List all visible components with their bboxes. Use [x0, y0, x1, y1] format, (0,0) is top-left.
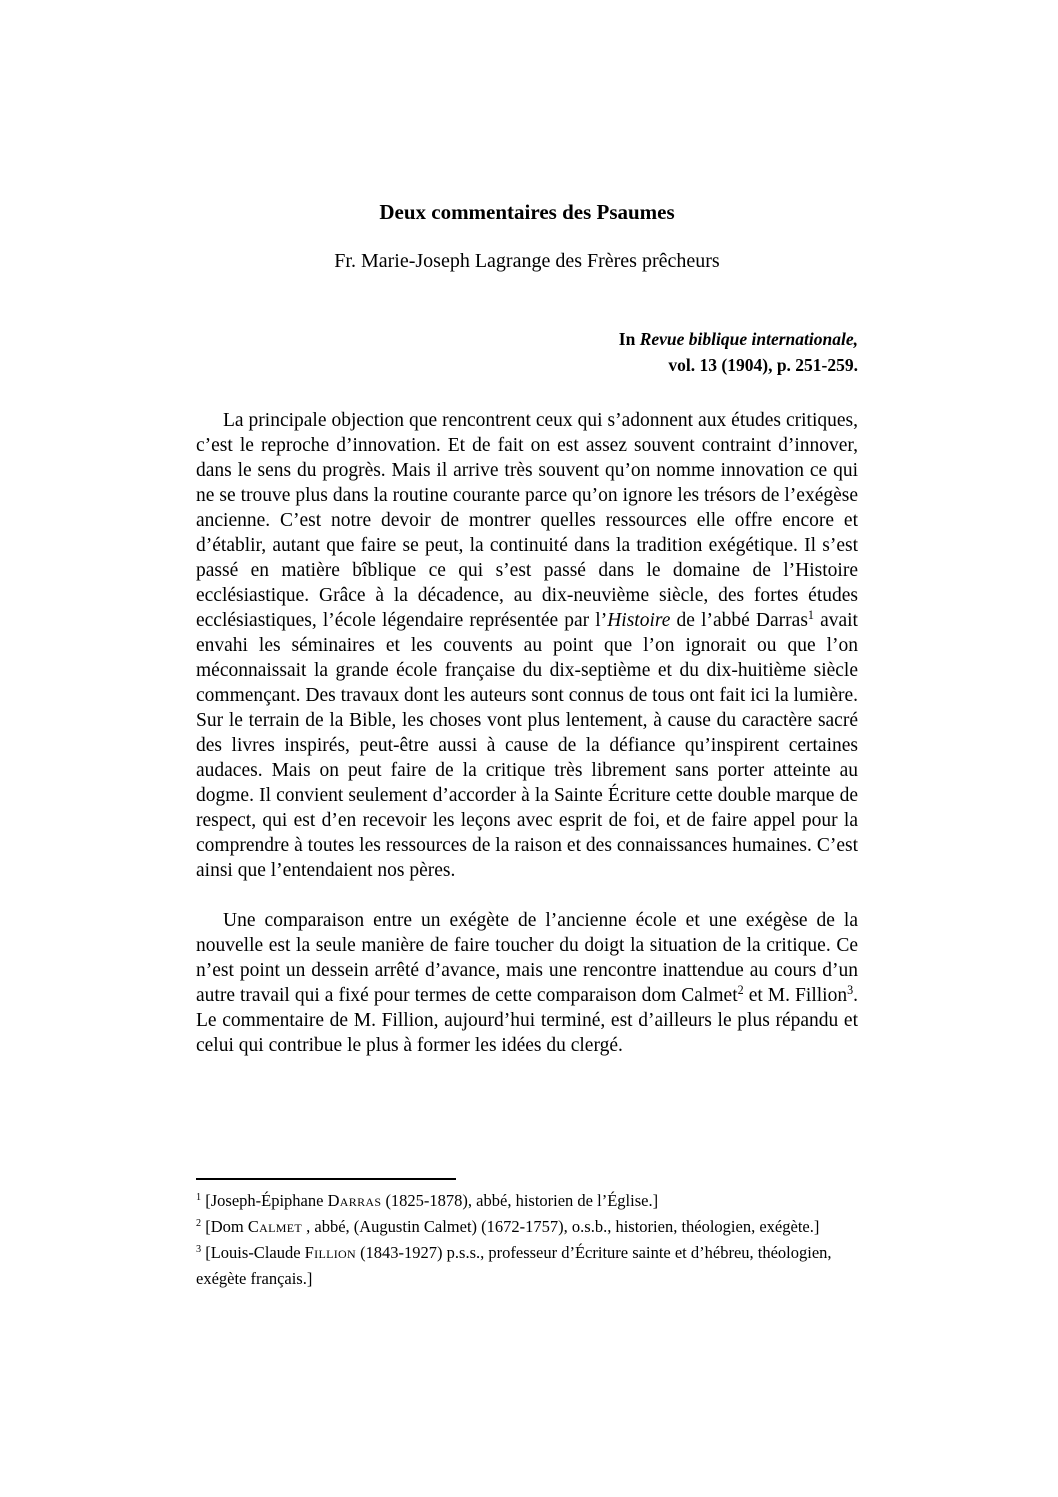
footnote-3-text-a: [Louis-Claude [201, 1243, 305, 1262]
italic-histoire-title: Histoire [607, 610, 671, 631]
footnote-2 [196, 1214, 841, 1240]
footnote-1 [196, 1188, 841, 1214]
footnote-3-text-b: (1843-1927) p.s.s., professeur d’Écriture sainte et d’hébreu, théologien, exégète français.] [196, 1243, 832, 1288]
footnote-1-text-b: (1825-1878), abbé, historien de l’Église.] [381, 1191, 659, 1210]
paragraph-1-text-c: avait envahi les séminaires et les couvents au point que l’on ignorait ou que l’on méconnaissait la grande école française du dix-septième et du dix-huitième siècle commençant. Des travaux dont les auteurs sont connus de tous ont fait ici la lumière. Sur le terrain de la Bible, les choses vont plus lentement, à cause du caractère sacré des livres inspirés, peut-être aussi à cause de la défiance qu’inspirent certaines audaces. Mais on peut faire de la critique très librement sans porter atteinte au dogme. Il convient seulement d’accorder à la Sainte Écriture cette double marque de respect, qui est d’en recevoir les leçons avec esprit de foi, et de faire appel pour la comprendre à toutes les ressources de la raison et des connaissances humaines. C’est ainsi que l’entendaient nos pères. [196, 610, 858, 881]
document-body [196, 408, 858, 1058]
footnote-3-marker: 3 [196, 1244, 202, 1256]
paragraph-1-text-a: La principale objection que rencontrent ceux qui s’adonnent aux études critiques, c’est le reproche d’innovation. Et de fait on est assez souvent contraint d’innover, dans le sens du progrès. Mais il arrive très souvent qu’on nomme innovation ce qui ne se trouve plus dans la routine courante parce qu’on ignore les trésors de l’exégèse ancienne. C’est notre devoir de montrer quelles ressources elle offre encore et d’établir, autant que faire se peut, la continuité dans la tradition exégétique. Il s’est passé en matière bîblique ce qui s’est passé dans le domaine de l’Histoire ecclésiastique. Grâce à la décadence, au dix-neuvième siècle, des fortes études ecclésiastiques, l’école légendaire représentée par l’ [196, 410, 858, 631]
footnote-2-text-b: , abbé, (Augustin Calmet) (1672-1757), o.s.b., historien, théologien, exégète.] [302, 1217, 820, 1236]
text-column [196, 0, 858, 1497]
footnote-1-marker: 1 [196, 1192, 202, 1204]
footnotes-section [196, 1178, 841, 1292]
document-author: Fr. Marie-Joseph Lagrange des Frères prêcheurs [334, 250, 720, 272]
citation-line-1 [619, 326, 858, 352]
footnote-2-text-a: [Dom [201, 1217, 248, 1236]
paragraph-1 [196, 408, 858, 883]
footnote-2-name-calmet: Calmet [247, 1217, 302, 1236]
paragraph-2 [196, 908, 858, 1058]
footnote-ref-2: 2 [737, 983, 744, 998]
paragraph-2-text-a: Une comparaison entre un exégète de l’ancienne école et une exégèse de la nouvelle est la seule manière de faire toucher du doigt la situation de la critique. Ce n’est point un dessein arrêté d’avance, mais une rencontre inattendue au cours d’un autre travail qui a fixé pour termes de cette comparaison dom Calmet [196, 910, 858, 1006]
paragraph-2-text-b: et M. Fillion [743, 985, 848, 1006]
document-title: Deux commentaires des Psaumes [379, 200, 675, 224]
citation-line-2: vol. 13 (1904), p. 251-259. [668, 355, 858, 375]
footnote-2-marker: 2 [196, 1218, 202, 1230]
paragraph-1-text-b: de l’abbé Darras [670, 610, 808, 631]
citation-block [619, 326, 858, 378]
citation-journal-title: Revue biblique internationale, [639, 329, 858, 349]
footnote-3-name-fillion: Fillion [304, 1243, 356, 1262]
footnote-ref-1: 1 [807, 608, 814, 623]
footnote-3 [196, 1240, 841, 1292]
footnote-1-text-a: [Joseph-Épiphane [201, 1191, 328, 1210]
footnote-1-name-darras: Darras [327, 1191, 382, 1210]
paragraph-2-text-c: . Le commentaire de M. Fillion, aujourd’hui terminé, est d’ailleurs le plus répandu et celui qui contribue le plus à former les idées du clergé. [196, 985, 858, 1056]
footnote-ref-3: 3 [847, 983, 854, 998]
footnote-separator [196, 1178, 456, 1180]
citation-prefix: In [618, 329, 640, 349]
